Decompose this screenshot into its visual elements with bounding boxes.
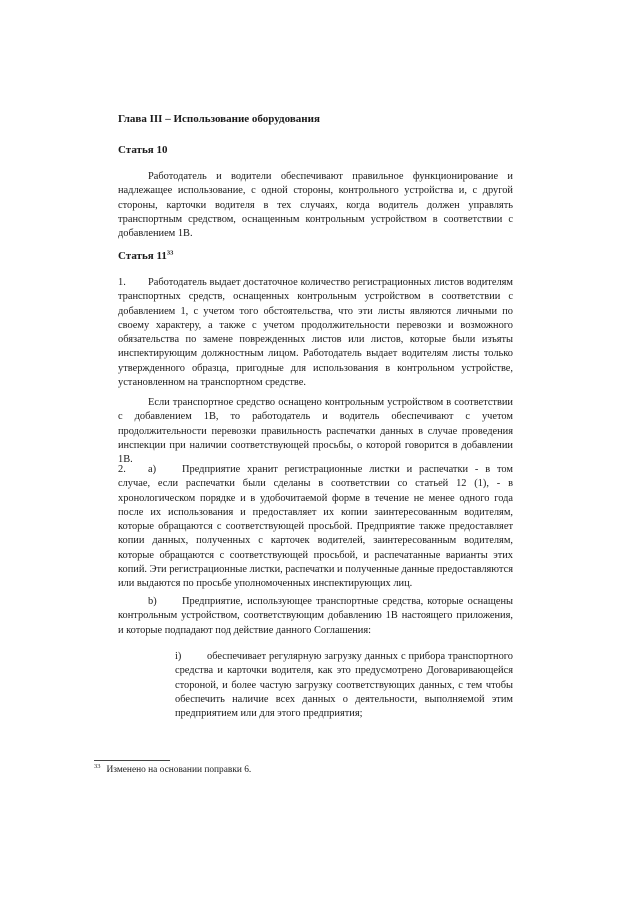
footnote-text: Изменено на основании поправки 6.: [106, 765, 252, 775]
paragraph-2-number: 2.: [118, 464, 126, 475]
footnote: [94, 764, 494, 776]
article-11-paragraph-2a: [118, 463, 513, 592]
subparagraph-a-label: a): [148, 464, 157, 475]
subparagraph-b-text: Предприятие, использующее транспортные средства, которые оснащены контрольным устройством, соответствующим добавлению 1В настоящего приложения, и которые подпадают под действие данного Соглашения:: [118, 596, 513, 636]
paragraph-1-text: Работодатель выдает достаточное количество регистрационных листов водителям транспортных средств, оснащенных контрольным устройством в соответствии с добавлением 1, с учетом того обстоятельства, что эти листы являются личными по своему характеру, а также с учетом продолжительности перевозки и возможного обязательства по замене поврежденных листов или листов, которые были изъяты инспектирующим должностным лицом. Работодатель выдает водителям листы только утвержденного образца, пригодные для использования в контрольном устройстве, установленном на транспортном средстве.: [118, 277, 513, 389]
article-11-paragraph-2b: [118, 595, 513, 638]
item-i-label: i): [175, 651, 182, 662]
chapter-title: Глава III – Использование оборудования: [118, 113, 320, 125]
footnote-mark: 33: [94, 762, 101, 770]
article-10-heading: Статья 10: [118, 144, 168, 156]
footnote-reference: 33: [166, 249, 174, 257]
subparagraph-a-text: Предприятие хранит регистрационные листки и распечатки - в том случае, если распечатки были сделаны в соответствии со статьей 12 (1), - в хронологическом порядке и в удобочитаемой форме в течение не менее одного года после их использования и предоставляет их копии заинтересованным водителям, которые обращаются с соответствующей просьбой. Предприятие также предоставляет копии данных, полученных с карточек водителей, заинтересованным водителям, которые обращаются с соответствующей просьбой, и распечатанные варианты этих копий. Эти регистрационные листки, распечатки и полученные данные предоставляются или выдаются по просьбе уполномоченных инспектирующих лиц.: [118, 464, 513, 590]
footnote-separator: [94, 760, 170, 761]
subparagraph-b-label: b): [148, 596, 157, 607]
article-11-heading: [118, 249, 513, 263]
item-i-text: обеспечивает регулярную загрузку данных с прибора транспортного средства и карточки водителя, как это предусмотрено Договаривающейся стороной, и более частую загрузку соответствующих данных, с тем чтобы обеспечить наличие всех данных о деятельности, выполняемой этим предприятием или для этого предприятия;: [175, 651, 513, 720]
article-11-item-i: [175, 650, 513, 721]
article-11-paragraph-1: [118, 276, 513, 390]
article-11-paragraph-1-continued: Если транспортное средство оснащено контрольным устройством в соответствии с добавлением 1В, то работодатель и водитель обеспечивают с учетом продолжительности перевозки правильность распечатки данных в случае проведения инспекции при наличии соответствующей просьбы, о которой говорится в добавлении 1В.: [118, 397, 513, 466]
article-10-text: Работодатель и водители обеспечивают правильное функционирование и надлежащее использование, с одной стороны, контрольного устройства и, с другой стороны, карточки водителя в тех случаях, когда водитель должен управлять транспортным средством, оснащенным контрольным устройством в соответствии с добавлением 1В.: [118, 171, 513, 240]
paragraph-1-number: 1.: [118, 277, 126, 288]
article-11-heading-text: Статья 11: [118, 250, 167, 262]
